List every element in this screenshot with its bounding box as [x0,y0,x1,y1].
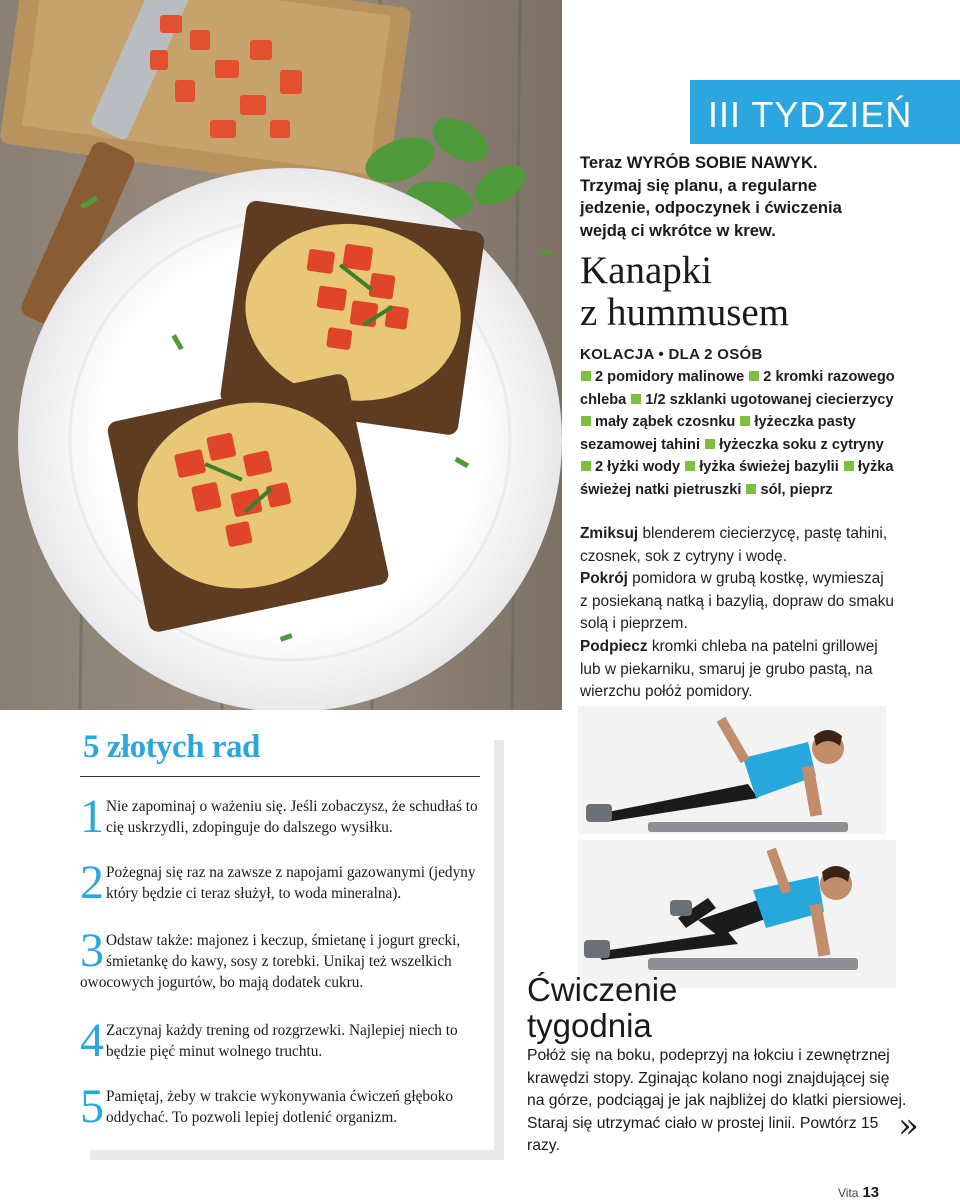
bullet-square-icon [685,461,695,471]
recipe-steps [580,523,895,704]
step-lead: Zmiksuj [580,525,639,542]
ingredient-item: łyżeczka soku z cytryny [719,436,884,453]
side-plank-illustration [578,706,886,834]
step-lead: Pokrój [580,570,628,588]
tip-item [80,790,480,843]
tips-divider [80,776,480,777]
continue-chevron-icon: » [898,1106,919,1146]
ingredient-item: łyżka świeżej bazylii [699,459,839,476]
ingredient-item: 1/2 szklanki ugotowanej ciecierzycy [645,391,894,408]
tip-text: Pożegnaj się raz na zawsze z napojami gazowanymi (jedyny który będzie ci teraz służył, to woda mineralna). [106,864,476,902]
tip-number: 1 [80,790,104,843]
tip-number: 4 [80,1014,104,1067]
tip-number: 2 [80,856,104,909]
ingredient-item: sól, pieprz [760,481,833,498]
tip-text: Nie zapominaj o ważeniu się. Jeśli zobaczysz, że schudłaś to cię uskrzydli, zdopinguje do dalszego wysiłku. [106,798,478,836]
bullet-square-icon [581,416,591,426]
tip-item [80,1014,480,1067]
exercise-title-line-1: Ćwiczenie [527,971,678,1008]
bullet-square-icon [631,394,641,404]
bullet-square-icon [749,371,759,381]
ingredient-list [580,366,895,502]
tip-number: 3 [80,924,104,977]
step-text: pomidora w grubą kostkę, wymieszaj z posiekaną natką i bazylią, dopraw do smaku solą i pieprzem. [580,570,894,633]
ingredient-item: łyżka świeżej natki pietruszki [580,459,894,498]
knee-tuck-illustration [578,840,896,988]
recipe-step [580,636,895,704]
tips-title: 5 złotych rad [83,729,260,765]
bullet-square-icon [740,416,750,426]
tip-item [80,1080,480,1133]
ingredient-item: łyżeczka pasty sezamowej tahini [580,414,856,453]
recipe-title-line-2: z hummusem [580,291,790,334]
tip-text: Odstaw także: majonez i keczup, śmietanę i jogurt grecki, śmietankę do kawy, sosy z torebki. Unikaj też wszelkich owocowych jogurtów, bo mają dodatek cukru. [80,932,461,991]
magazine-name: Vita [838,1186,859,1200]
bullet-square-icon [581,461,591,471]
recipe-step [580,568,895,636]
week-banner: III TYDZIEŃ [690,80,960,144]
step-text: kromki chleba na patelni grillowej lub w piekarniku, smaruj je grubo pastą, na wierzchu połóż pomidory. [580,637,878,701]
bullet-square-icon [746,484,756,494]
tip-text: Zaczynaj każdy trening od rozgrzewki. Najlepiej niech to będzie pięć minut wolnego truchtu. [106,1022,458,1060]
exercise-title-line-2: tygodnia [527,1007,652,1044]
exercise-photo-start [578,706,886,834]
intro-text: Teraz WYRÓB SOBIE NAWYK. Trzymaj się planu, a regularne jedzenie, odpoczynek i ćwiczenia wejdą ci wkrótce w krew. [580,153,842,240]
recipe-title [580,250,880,334]
step-text: blenderem ciecierzycę, pastę tahini, czosnek, sok z cytryny i wodę. [580,525,888,565]
ingredient-item: 2 pomidory malinowe [595,369,745,385]
bullet-square-icon [581,371,591,381]
recipe-title-line-1: Kanapki [580,249,713,292]
ingredient-item: mały ząbek czosnku [595,414,736,431]
bullet-square-icon [705,439,715,449]
page-number: 13 [862,1184,880,1201]
exercise-title [527,972,677,1044]
tip-item [80,856,480,909]
ingredient-item: 2 kromki razowego chleba [580,369,895,408]
page-folio [838,1184,879,1201]
tip-number: 5 [80,1080,104,1133]
ingredient-item: 2 łyżki wody [595,459,681,476]
exercise-photo-knee-tuck [578,840,896,988]
bullet-square-icon [844,461,854,471]
recipe-meta: KOLACJA • DLA 2 OSÓB [580,346,763,363]
exercise-description: Połóż się na boku, podeprzyj na łokciu i zewnętrznej krawędzi stopy. Zginając kolano nogi znajdującej się na górze, podciągaj je jak najbliżej do klatki piersiowej. Staraj się utrzymać ciało w prostej linii. Powtórz 15 razy. [527,1047,907,1155]
recipe-step [580,523,895,568]
tip-item [80,924,480,993]
hummus-toast-photo [0,0,562,710]
tip-text: Pamiętaj, żeby w trakcie wykonywania ćwiczeń głęboko oddychać. To pozwoli lepiej dotlenić organizm. [106,1088,454,1126]
hummus-toast-illustration [0,0,562,710]
step-lead: Podpiecz [580,637,648,655]
